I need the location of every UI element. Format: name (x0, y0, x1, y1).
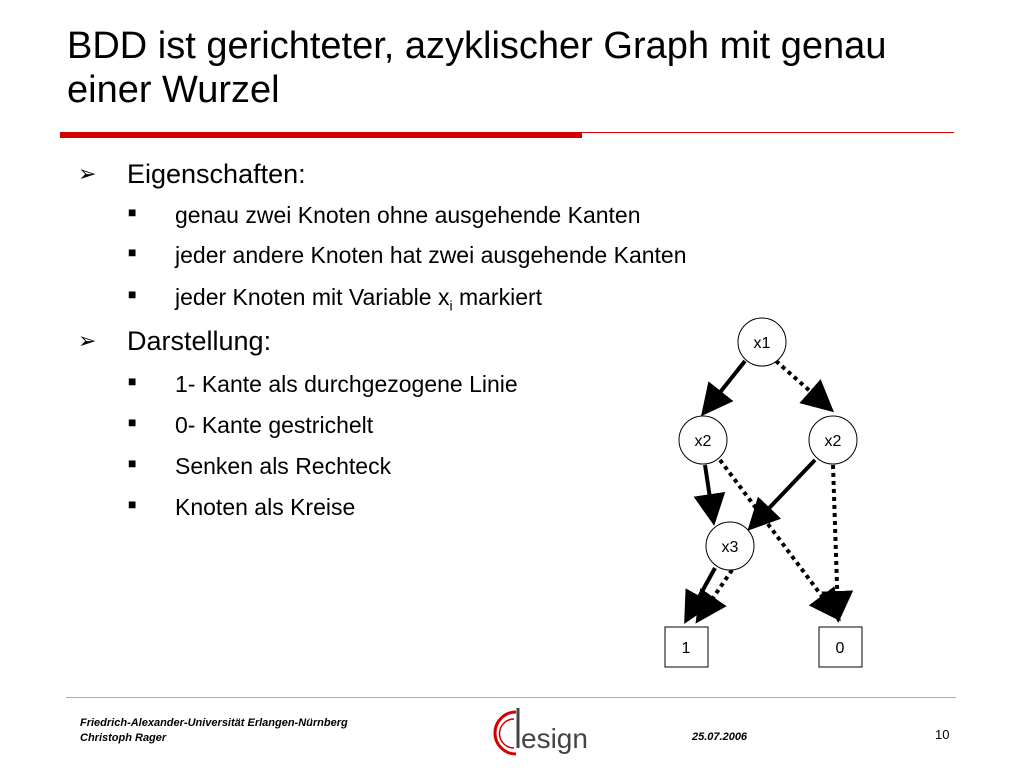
design-logo (488, 704, 612, 760)
edge-x2r-x3-solid (753, 460, 815, 525)
node-x2-left (679, 416, 727, 464)
footer-credits (80, 716, 348, 746)
sub-bullet-text: genau zwei Knoten ohne ausgehende Kanten (175, 202, 641, 228)
node-x3 (706, 522, 754, 570)
edge-x2l-x3-solid (705, 465, 713, 518)
square-bullet-icon: ■ (128, 455, 137, 471)
arrow-bullet-icon: ➢ (78, 328, 97, 353)
terminal-label-zero: 0 (835, 640, 845, 657)
terminal-zero (819, 627, 862, 667)
square-bullet-icon: ■ (128, 496, 137, 512)
square-bullet-icon: ■ (128, 204, 137, 220)
variable-subscript: i (449, 297, 453, 314)
node-label-x1: x1 (753, 335, 771, 352)
sub-bullet-text: 1- Kante als durchgezogene Linie (175, 371, 518, 397)
terminal-label-one: 1 (681, 640, 691, 657)
sub-bullet-text: Senken als Rechteck (175, 453, 392, 479)
institution-name: Friedrich-Alexander-Universität Erlangen-Nürnberg (80, 717, 348, 729)
edge-x2r-zero-dashed (833, 465, 838, 615)
edge-x1-x2l-solid (706, 361, 745, 410)
square-bullet-icon: ■ (128, 373, 137, 389)
sub-bullet-text-suffix: markiert (452, 284, 543, 310)
logo-text: esign (521, 723, 588, 754)
node-label-x2-left: x2 (694, 433, 712, 450)
slide-date: 25.07.2006 (692, 731, 748, 743)
square-bullet-icon: ■ (128, 244, 137, 260)
bullet-label: Eigenschaften: (127, 159, 306, 189)
arrow-bullet-icon: ➢ (78, 161, 97, 186)
sub-bullet-text: Knoten als Kreise (175, 494, 356, 520)
edge-x3-one-solid (688, 568, 715, 617)
page-number: 10 (935, 727, 950, 742)
node-label-x2-right: x2 (824, 433, 842, 450)
slide-title: BDD ist gerichteter, azyklischer Graph mit genau einer Wurzel (67, 25, 887, 111)
author-name: Christoph Rager (80, 732, 167, 744)
edge-x1-x2r-dashed (776, 361, 828, 407)
sub-bullet-text-main: jeder Knoten mit Variable x (175, 284, 450, 310)
terminal-one (665, 627, 708, 667)
square-bullet-icon: ■ (128, 286, 137, 302)
node-x2-right (809, 416, 857, 464)
footer-divider (66, 697, 956, 698)
node-label-x3: x3 (721, 539, 739, 556)
node-x1 (738, 318, 786, 366)
square-bullet-icon: ■ (128, 414, 137, 430)
edge-x3-one-dashed (700, 570, 732, 617)
sub-bullet-text: jeder andere Knoten hat zwei ausgehende Kanten (175, 242, 687, 268)
sub-bullet-text: 0- Kante gestrichelt (175, 412, 374, 438)
bullet-label: Darstellung: (127, 326, 272, 356)
